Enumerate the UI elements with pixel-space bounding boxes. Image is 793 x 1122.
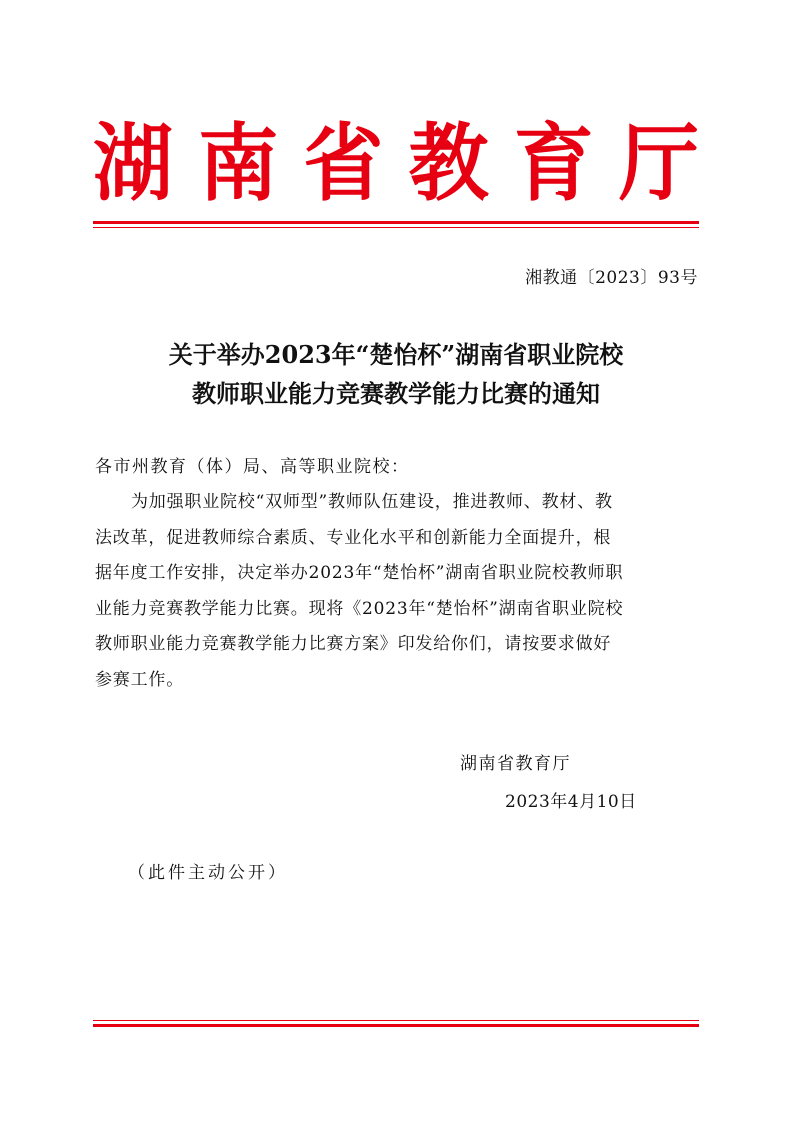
issue-date: 2023年4月10日: [505, 792, 637, 812]
body-line: 参赛工作。: [95, 669, 184, 690]
masthead-char: 厅: [618, 113, 699, 213]
masthead-char: 省: [303, 113, 384, 213]
title-line-1: 关于举办2023年“楚怡杯”湖南省职业院校: [168, 340, 624, 369]
disclosure-note: （此件主动公开）: [128, 863, 288, 883]
rule-thin-line: [93, 227, 699, 228]
title-line-2: 教师职业能力竞赛教学能力比赛的通知: [192, 379, 600, 408]
body-line: 据年度工作安排，决定举办2023年“楚怡杯”湖南省职业院校教师职: [95, 563, 624, 583]
body-line: 教师职业能力竞赛教学能力比赛方案》印发给你们，请按要求做好: [95, 634, 612, 654]
body-line: 业能力竞赛教学能力比赛。现将《2023年“楚怡杯”湖南省职业院校: [95, 598, 624, 619]
masthead-char: 湖: [93, 113, 173, 213]
footer-red-rule: [93, 1020, 699, 1028]
masthead-red-rule: [93, 221, 699, 229]
document-number: 湘教通〔2023〕93号: [525, 268, 698, 288]
body-paragraph: [95, 485, 701, 698]
rule-thick-line: [93, 221, 699, 224]
masthead-char: 南: [198, 113, 279, 213]
body-line: 法改革，促进教师综合素质、专业化水平和创新能力全面提升，根: [95, 527, 612, 548]
masthead-char: 育: [513, 113, 594, 213]
signer-org: 湖南省教育厅: [460, 754, 571, 774]
body-line: 为加强职业院校“双师型”教师队伍建设，推进教师、教材、教: [131, 492, 613, 512]
rule-thin-line: [93, 1020, 699, 1021]
masthead-char: 教: [408, 113, 489, 213]
rule-thick-line: [93, 1024, 699, 1027]
salutation: 各市州教育（体）局、高等职业院校：: [95, 457, 410, 477]
masthead-org-name: [93, 113, 699, 213]
document-title: [93, 335, 699, 413]
